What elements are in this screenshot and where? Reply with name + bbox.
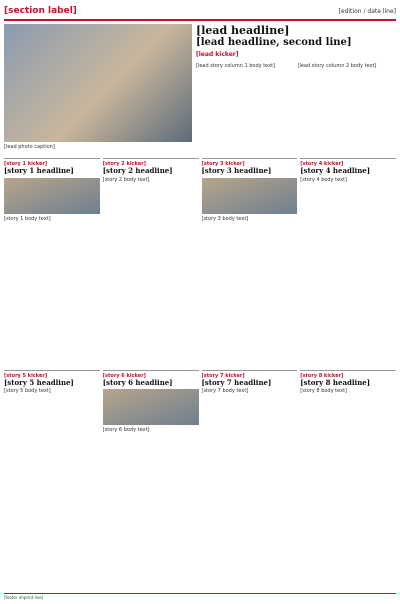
lead-photo [4, 24, 192, 142]
lead-text-block [196, 24, 396, 154]
story [4, 370, 100, 579]
lead-column: [lead story column 2 body text] [297, 63, 377, 69]
edition-date: [edition / date line] [338, 7, 396, 15]
lead-kicker: [lead kicker] [196, 51, 239, 58]
story [300, 158, 396, 367]
story-headline: [story 7 headline] [201, 377, 272, 387]
story-body: [story 1 body text] [4, 215, 51, 222]
masthead [4, 3, 396, 21]
story-headline: [story 3 headline] [201, 166, 272, 175]
story-kicker: [story 5 kicker] [4, 372, 48, 379]
story-kicker: [story 6 kicker] [102, 372, 146, 379]
story-kicker: [story 4 kicker] [300, 161, 344, 167]
story-headline: [story 2 headline] [102, 166, 173, 175]
story-kicker: [story 1 kicker] [4, 161, 48, 167]
story-body: [story 4 body text] [300, 176, 347, 183]
story-photo [103, 389, 199, 425]
story-kicker: [story 3 kicker] [201, 161, 245, 167]
page-footer: [footer imprint line] [4, 593, 396, 602]
story-kicker: [story 2 kicker] [102, 161, 146, 167]
story [103, 158, 199, 367]
story-photo [202, 178, 298, 214]
story-headline: [story 6 headline] [102, 377, 173, 387]
story-headline: [story 1 headline] [4, 166, 74, 175]
story [202, 370, 298, 579]
story-kicker: [story 8 kicker] [300, 372, 344, 379]
story-body: [story 2 body text] [102, 176, 150, 183]
story-body: [story 3 body text] [201, 215, 249, 222]
section-label: [section label] [4, 6, 77, 16]
story-kicker: [story 7 kicker] [201, 372, 245, 379]
story-headline: [story 8 headline] [300, 377, 371, 387]
story [4, 158, 100, 367]
lead-story [4, 24, 396, 154]
story [202, 158, 298, 367]
story-headline: [story 4 headline] [300, 166, 371, 175]
story [300, 370, 396, 579]
story-headline: [story 5 headline] [4, 377, 74, 387]
lead-photo-caption: [lead photo caption] [4, 144, 55, 150]
lead-headline-sub: [lead headline, second line] [196, 37, 352, 48]
story [103, 370, 199, 579]
story-body: [story 7 body text] [201, 388, 249, 394]
story-grid [4, 158, 396, 578]
story-body: [story 6 body text] [102, 427, 150, 433]
lead-columns [196, 63, 396, 154]
story-photo [4, 178, 100, 214]
story-body: [story 8 body text] [300, 388, 347, 394]
story-body: [story 5 body text] [4, 388, 51, 394]
lead-headline: [lead headline] [196, 24, 290, 37]
lead-column: [lead story column 1 body text] [196, 63, 276, 69]
